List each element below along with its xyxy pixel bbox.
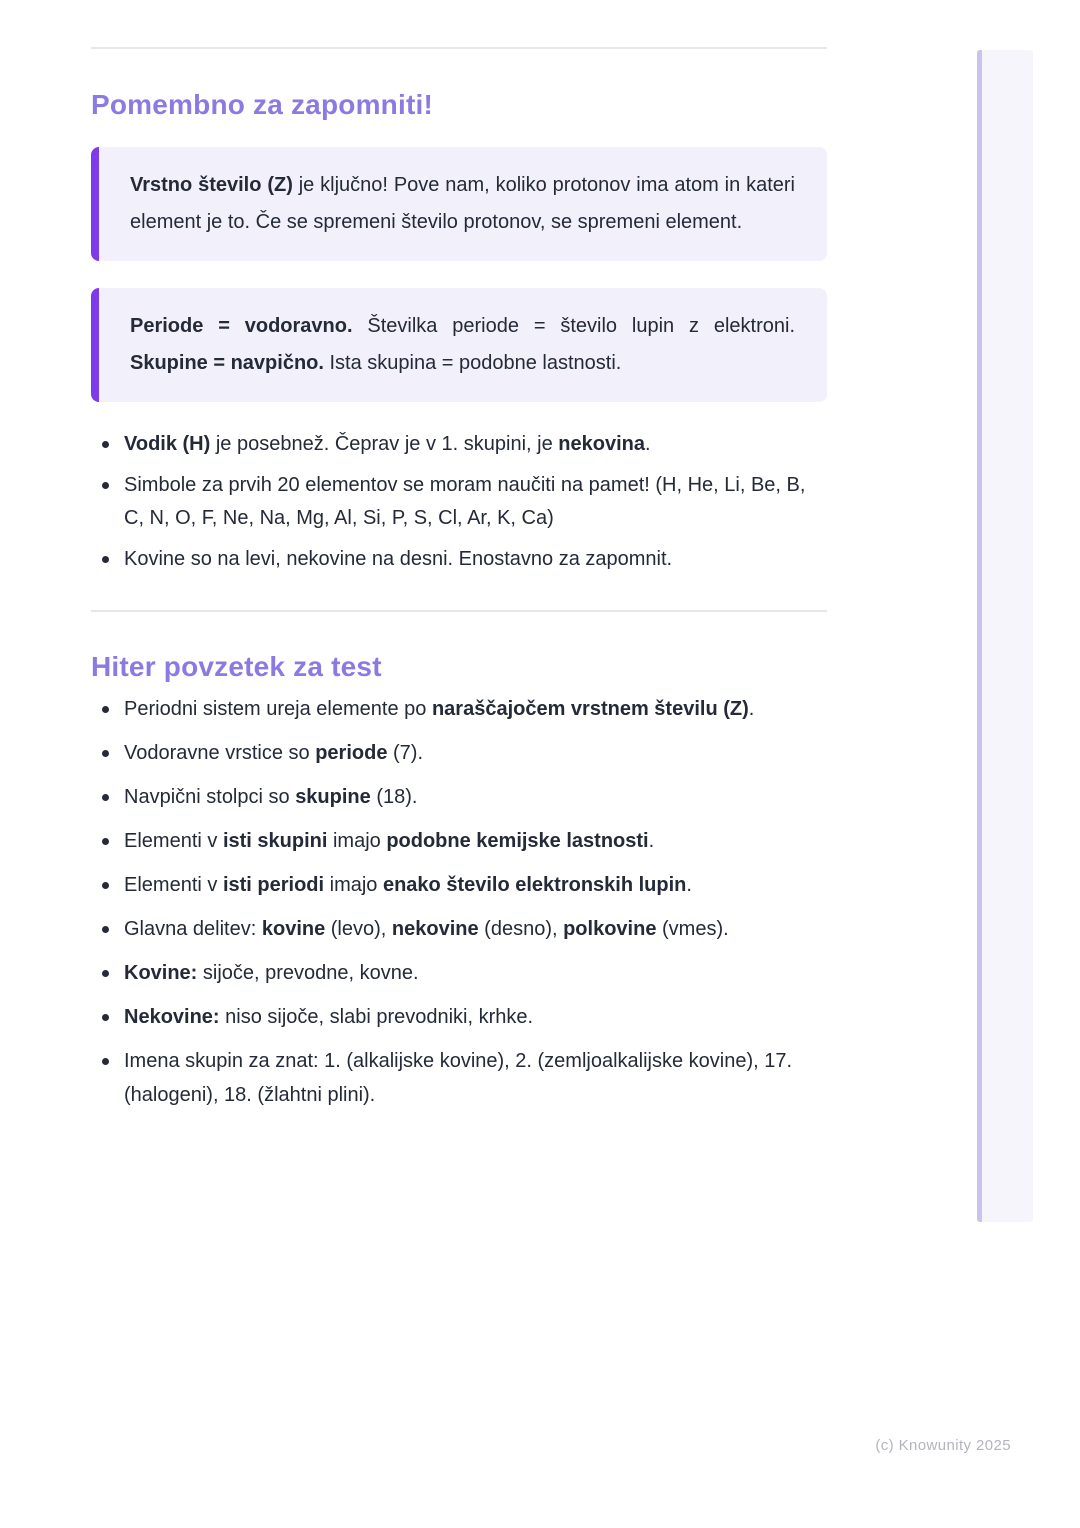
list-item: Elementi v isti skupini imajo podobne kemijske lastnosti. xyxy=(91,824,827,858)
copyright-footer: (c) Knowunity 2025 xyxy=(875,1437,1011,1454)
section-divider xyxy=(91,610,827,612)
list-item: Vodoravne vrstice so periode (7). xyxy=(91,736,827,770)
list-item: Nekovine: niso sijoče, slabi prevodniki, krhke. xyxy=(91,1000,827,1034)
list-item: Imena skupin za znat: 1. (alkalijske kovine), 2. (zemljoalkalijske kovine), 17. (halogeni), 18. (žlahtni plini). xyxy=(91,1044,827,1112)
list-item: Periodni sistem ureja elemente po naraščajočem vrstnem številu (Z). xyxy=(91,692,827,726)
callout-text-line-groups: Skupine = navpično. Ista skupina = podobne lastnosti. xyxy=(130,352,622,374)
callout-periods-groups xyxy=(91,288,827,402)
callout-text: Vrstno število (Z) je ključno! Pove nam, koliko protonov ima atom in kateri element je to. Če se spremeni število protonov, se spremeni element. xyxy=(130,174,796,233)
callout-atomic-number xyxy=(91,147,827,261)
content-column xyxy=(91,0,827,1122)
list-item: Vodik (H) je posebnež. Čeprav je v 1. skupini, je nekovina. xyxy=(91,428,827,461)
list-item: Glavna delitev: kovine (levo), nekovine (desno), polkovine (vmes). xyxy=(91,912,827,946)
list-item: Kovine so na levi, nekovine na desni. Enostavno za zapomnit. xyxy=(91,543,827,576)
list-item: Kovine: sijoče, prevodne, kovne. xyxy=(91,956,827,990)
bullet-list-summary xyxy=(91,692,827,1112)
section-title-important: Pomembno za zapomniti! xyxy=(91,89,433,120)
section-title-summary: Hiter povzetek za test xyxy=(91,651,382,682)
bullet-list-important xyxy=(91,428,827,576)
callout-text-line-periods: Periode = vodoravno. Številka periode = število lupin z elektroni. xyxy=(130,315,795,337)
list-item: Elementi v isti periodi imajo enako število elektronskih lupin. xyxy=(91,868,827,902)
top-divider xyxy=(91,47,827,49)
side-accent-bar xyxy=(977,50,1033,1222)
list-item: Navpični stolpci so skupine (18). xyxy=(91,780,827,814)
list-item: Simbole za prvih 20 elementov se moram naučiti na pamet! (H, He, Li, Be, B, C, N, O, F, Ne, Na, Mg, Al, Si, P, S, Cl, Ar, K, Ca) xyxy=(91,469,827,535)
